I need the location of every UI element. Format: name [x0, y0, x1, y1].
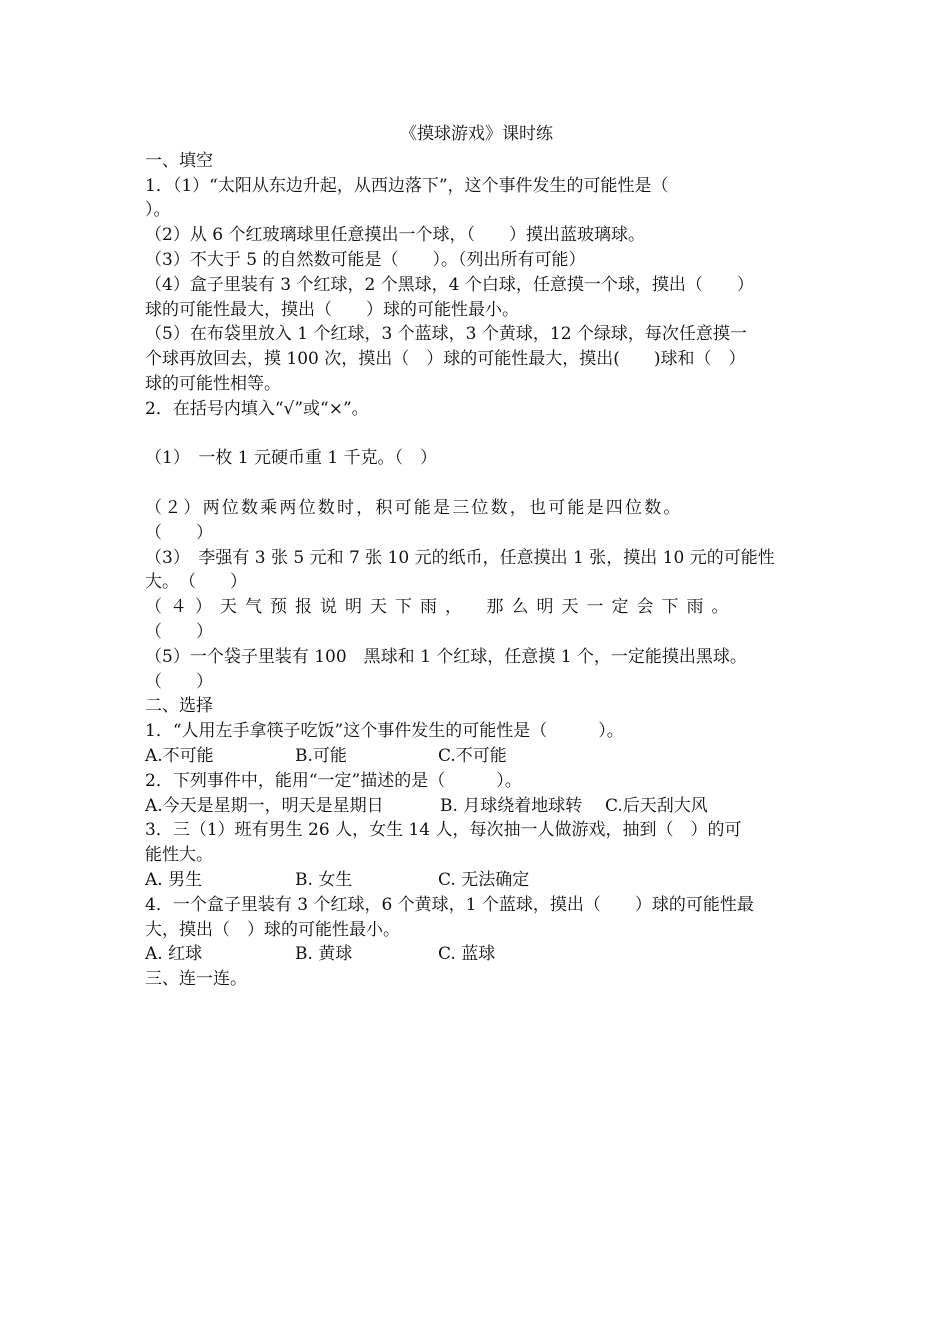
choice-q4-stem-line1: 4．一个盒子里装有 3 个红球，6 个黄球，1 个蓝球，摸出（ ）球的可能性最 — [145, 894, 754, 915]
choice-q2-option-a: A.今天是星期一，明天是星期日 — [145, 795, 384, 816]
choice-q1-options — [145, 744, 808, 769]
choice-q3-stem-line2: 能性大。 — [145, 845, 213, 866]
fill-q1-part5-line1: （5）在布袋里放入 1 个红球，3 个蓝球，3 个黄球，12 个绿球，每次任意摸一 — [145, 324, 747, 345]
fill-q1-part2: （2）从 6 个红玻璃球里任意摸出一个球，（ ）摸出蓝玻璃球。 — [145, 225, 645, 246]
choice-q1-option-c: C.不可能 — [438, 745, 507, 766]
choice-q1-option-b: B.可能 — [295, 745, 347, 766]
judge-item-2-line1: （２）两位数乘两位数时，积可能是三位数，也可能是四位数。 — [145, 497, 683, 518]
judge-item-4-line1: （４）天气预报说明天下雨， 那么明天一定会下雨。 — [145, 597, 737, 618]
choice-q4-option-c: C. 蓝球 — [438, 944, 496, 965]
judge-item-2-line2: （ ） — [145, 522, 213, 543]
choice-q4-options — [145, 942, 808, 967]
judge-item-1: （1） 一枚 1 元硬币重 1 千克。（ ） — [145, 448, 438, 469]
section-heading-fill-blank: 一、填空 — [145, 150, 213, 171]
fill-q1-part4-line2: 球的可能性最大，摸出（ ）球的可能性最小。 — [145, 299, 519, 320]
choice-q2-options — [145, 794, 808, 819]
choice-q3-option-b: B. 女生 — [295, 869, 353, 890]
judge-item-5-line2: （ ） — [145, 671, 213, 692]
fill-q1-part5-line3: 球的可能性相等。 — [145, 373, 281, 394]
fill-q1-stem: 1．（1）“太阳从东边升起，从西边落下”，这个事件发生的可能性是（ — [145, 175, 669, 196]
choice-q3-option-c: C. 无法确定 — [438, 869, 530, 890]
choice-q1-option-a: A.不可能 — [145, 745, 214, 766]
section-heading-matching: 三、连一连。 — [145, 969, 247, 990]
choice-q2-option-c: C.后天刮大风 — [605, 795, 708, 816]
choice-q2-stem: 2．下列事件中，能用“一定”描述的是（ ）。 — [145, 770, 522, 791]
choice-q3-stem-line1: 3．三（1）班有男生 26 人，女生 14 人，每次抽一人做游戏，抽到（ ）的可 — [145, 820, 742, 841]
choice-q3-options — [145, 868, 808, 893]
choice-q4-stem-line2: 大，摸出（ ）球的可能性最小。 — [145, 919, 400, 940]
page-title: 《摸球游戏》课时练 — [400, 124, 553, 144]
judge-item-4-line2: （ ） — [145, 621, 213, 642]
fill-q1-part3: （3）不大于 5 的自然数可能是（ ）。（列出所有可能） — [145, 249, 586, 270]
worksheet-page — [145, 122, 808, 992]
choice-q4-option-a: A. 红球 — [145, 944, 203, 965]
judge-item-3-line1: （3） 李强有 3 张 5 元和 7 张 10 元的纸币，任意摸出 1 张，摸出 10 元的可能性 — [145, 547, 775, 568]
section-heading-choice: 二、选择 — [145, 696, 213, 717]
fill-q1-stem-cont: ）。 — [145, 200, 171, 221]
choice-q4-option-b: B. 黄球 — [295, 944, 353, 965]
choice-q2-option-b: B. 月球绕着地球转 — [440, 795, 583, 816]
choice-q3-option-a: A. 男生 — [145, 869, 203, 890]
choice-q1-stem: 1．“人用左手拿筷子吃饭”这个事件发生的可能性是（ ）。 — [145, 721, 624, 742]
judge-q2-stem: 2．在括号内填入“√”或“×”。 — [145, 398, 369, 419]
judge-item-5-line1: （5）一个袋子里装有 100 黑球和 1 个红球，任意摸 1 个，一定能摸出黑球。 — [145, 646, 747, 667]
fill-q1-part4-line1: （4）盒子里装有 3 个红球，2 个黑球，4 个白球，任意摸一个球，摸出（ ） — [145, 274, 754, 295]
judge-item-3-line2: 大。 （ ） — [145, 572, 247, 593]
fill-q1-part5-line2: 个球再放回去，摸 100 次，摸出（ ）球的可能性最大，摸出( )球和（ ） — [145, 349, 746, 370]
